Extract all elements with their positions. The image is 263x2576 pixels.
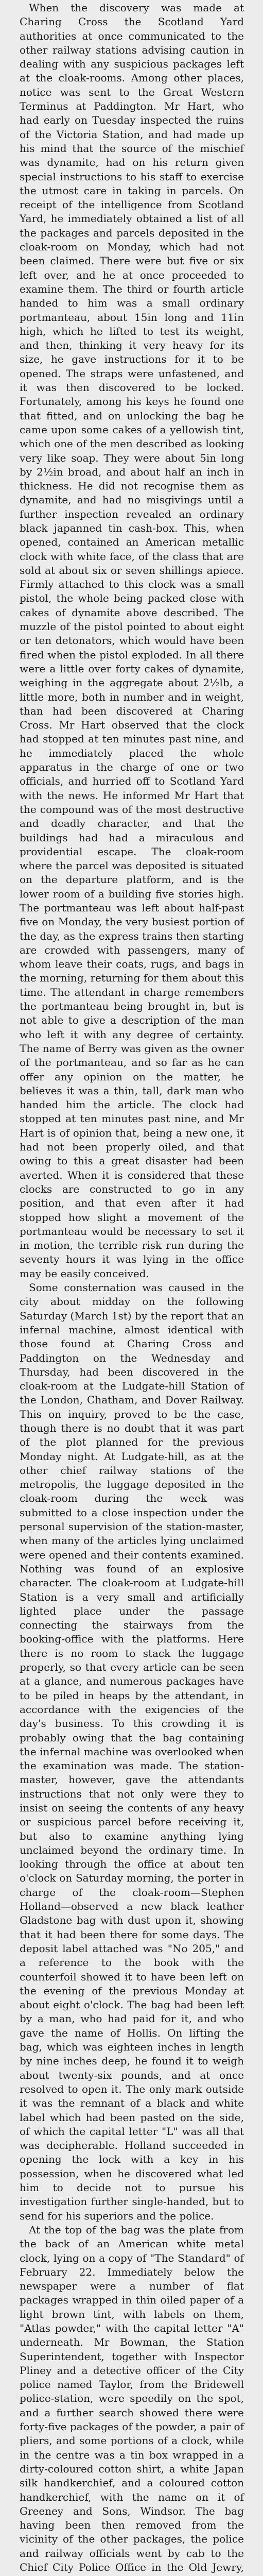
article-paragraph-2: Some consternation was caused in the city about midday on the following Saturday (March 1st) by the report that an infernal machine, almost identical with those found at Charing Cross and Paddington on the Wednesday and Thursday, had been discovered in the cloak-room at the Ludgate-hill Station of the London, Chatham, and Dover Railway. This on inquiry, proved to be the case, though there is no doubt that it was part of the plot planned for the previous Monday night. At Ludgate-hill, as at the other chief railway stations of the metropolis, the luggage deposited in the cloak-room during the week was submitted to a close inspection under the personal supervision of the station-master, when many of the articles lying unclaimed were opened and their contents examined. Nothing was found of an explosive character. The cloak-room at Ludgate-hill Station is a very small and artificially lighted place under the passage connecting the stairways from the booking-office with the platforms. Here there is no room to stack the luggage properly, so that every article can be seen at a glance, and numerous packages have to be piled in heaps by the attendant, in accordance with the exigencies of the day's business. To this crowding it is probably owing that the bag containing the infernal machine was overlooked when the examination was made. The station-master, however, gave the attendants instructions that not only were they to insist on seeing the contents of any heavy or suspicious parcel before receiving it, but also to examine anything lying unclaimed beyond the ordinary time. In looking through the office at about ten o'clock on Saturday morning, the porter in charge of the cloak-room—Stephen Holland—observed a new black leather Gladstone bag with dust upon it, showing that it had been there for some days. The deposit label attached was "No 205," and a reference to the book with the counterfoil showed it to have been left on the evening of the previous Monday at about eight o'clock. The bag had been left by a man, who had paid for it, and who gave the name of Hollis. On lifting the bag, which was eighteen inches in length by nine inches deep, he found it to weigh about twenty-six pounds, and at once resolved to open it. The only mark outside it was the remnant of a black and white label which had been pasted on the side, of which the capital letter "L" was all that was decipherable. Holland succeeded in opening the lock with a key in his possession, when he discovered what led him to decide not to pursue his investigation further single-handed, but to send for his superiors and the police.: [20, 1281, 244, 2222]
article-paragraph-3: At the top of the bag was the plate from the back of an American white metal clock, lying on a copy of "The Standard" of February 22. Immediately below the newspaper were a number of flat packages wrapped in thin oiled paper of a light brown tint, with labels on them, "Atlas powder," with the capital letter "A" underneath. Mr Bowman, the Station Superintendent, together with Inspector Pliney and a detective officer of the City police named Taylor, from the Bridewell police-station, were speedily on the spot, and a further search showed there were forty-five packages of the powder, a pair of pliers, and some portions of a clock, while in the centre was a tin box wrapped in a dirty-coloured cotton shirt, a white Japan silk handkerchief, and a coloured cotton handkerchief, with the name on it of Greeney and Sons, Windsor. The bag having been then removed from the vicinity of the other packages, the police and railway officials went by cab to the Chief City Police Office in the Old Jewry,: [20, 2223, 244, 2574]
article-paragraph-1: When the discovery was made at Charing Cross the Scotland Yard authorities at once communicated to the other railway stations advising caution in dealing with any suspicious packages left at the cloak-rooms. Among other places, notice was sent to the Great Western Terminus at Paddington. Mr Hart, who had early on Tuesday inspected the ruins of the Victoria Station, and had made up his mind that the source of the mischief was dynamite, had on his return given special instructions to his staff to exercise the utmost care in taking in parcels. On receipt of the intelligence from Scotland Yard, he immediately obtained a list of all the packages and parcels deposited in the cloak-room on Monday, which had not been claimed. There were but five or six left over, and he at once proceeded to examine them. The third or fourth article handed to him was a small ordinary portmanteau, about 15in long and 11in high, which he lifted to test its weight, and then, thinking it very heavy for its size, he gave instructions for it to be opened. The straps were unfastened, and it was then discovered to be locked. Fortunately, among his keys he found one that fitted, and on unlocking the bag he came upon some cakes of a yellowish tint, which one of the men described as looking very like soap. They were about 5in long by 2½in broad, and about half an inch in thickness. He did not recognise them as dynamite, and had no misgivings until a further inspection revealed an ordinary black japanned tin cash-box. This, when opened, contained an American metallic clock with white face, of the class that are sold at about six or seven shillings apiece. Firmly attached to this clock was a small pistol, the whole being packed close with cakes of dynamite above described. The muzzle of the pistol pointed to about eight or ten detonators, which would have been fired when the pistol exploded. In all there were a little over forty cakes of dynamite, weighing in the aggregate about 2½lb, a little more, both in number and in weight, than had been discovered at Charing Cross. Mr Hart observed that the clock had stopped at ten minutes past nine, and he immediately placed the whole apparatus in the charge of one or two officials, and hurried off to Scotland Yard with the news. He informed Mr Hart that the compound was of the most destructive and deadly character, and that the buildings had had a miraculous and providential escape. The cloak-room where the parcel was deposited is situated on the departure platform, and is the lower room of a building five stories high. The portmanteau was left about half-past five on Monday, the very busiest portion of the day, as the express trains then starting are crowded with passengers, many of whom leave their coats, rugs, and bags in the morning, returning for them about this time. The attendant in charge remembers the portmanteau being brought in, but is not able to give a description of the man who left it with any degree of certainty. The name of Berry was given as the owner of the portmanteau, and so far as he can offer any opinion on the matter, he believes it was a thin, tall, dark man who handed him the article. The clock had stopped at ten minutes past nine, and Mr Hart is of opinion that, being a new one, it had not been properly oiled, and that owing to this a great disaster had been averted. When it is considered that these clocks are constructed to go in any position, and that even after it had stopped how slight a movement of the portmanteau would be necessary to set it in motion, the terrible risk run during the seventy hours it was lying in the office may be easily conceived.: [20, 2, 244, 1280]
article-column: [20, 1, 244, 2576]
